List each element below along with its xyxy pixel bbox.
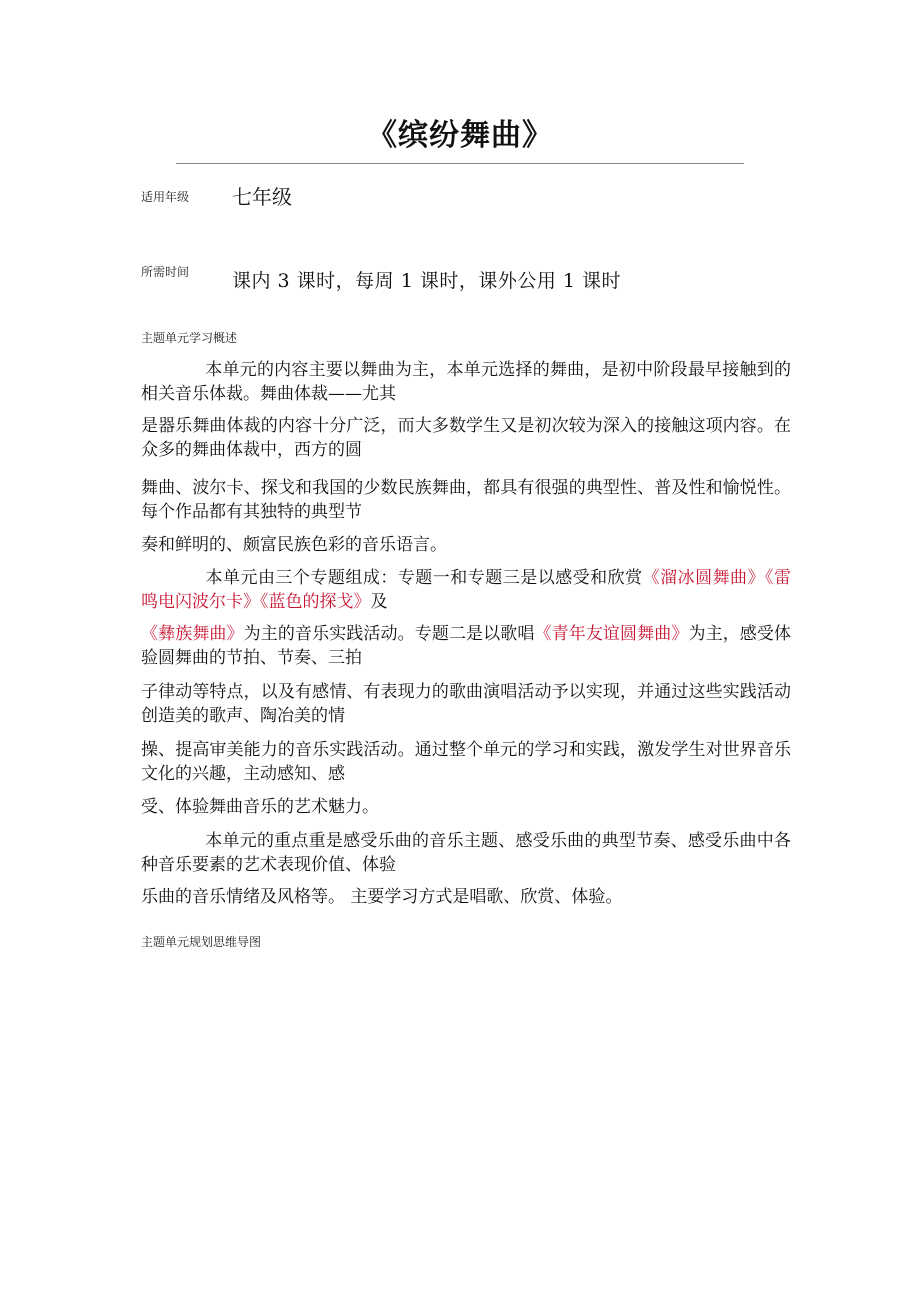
overview-paragraph-2b bbox=[141, 622, 791, 670]
overview-text: 为主，感受体验圆舞曲的节拍、节奏、三拍 bbox=[141, 624, 792, 668]
song-title-yi-dance: 《彝族舞曲》 bbox=[141, 624, 244, 644]
grade-label: 适用年级 bbox=[141, 190, 190, 204]
overview-text: 本单元的重点重是感受乐曲的音乐主题、感受乐曲的典型节奏、感受乐曲中各种音乐要素的艺术表现价值、体验 bbox=[141, 831, 791, 875]
overview-paragraph-2e: 受、体验舞曲音乐的艺术魅力。 bbox=[141, 797, 379, 817]
overview-paragraph-1b: 是器乐舞曲体裁的内容十分广泛，而大多数学生又是初次较为深入的接触这项内容。在众多的舞曲体裁中，西方的圆 bbox=[141, 416, 791, 460]
song-title-blue-tango: 《蓝色的探戈》 bbox=[260, 592, 371, 612]
song-title-youth-friendship-waltz: 《青年友谊圆舞曲》 bbox=[534, 624, 689, 644]
mindmap-heading: 主题单元规划思维导图 bbox=[141, 935, 262, 949]
overview-paragraph-1d: 奏和鲜明的、颇富民族色彩的音乐语言。 bbox=[141, 535, 447, 555]
song-title-thunder-lightning-polka: 《雷鸣电闪波尔卡》 bbox=[141, 568, 792, 612]
time-value: 课内 3 课时，每周 1 课时，课外公用 1 课时 bbox=[232, 270, 622, 292]
grade-value: 七年级 bbox=[232, 185, 292, 209]
overview-paragraph-2d: 操、提高审美能力的音乐实践活动。通过整个单元的学习和实践，激发学生对世界音乐文化的兴趣，主动感知、感 bbox=[141, 740, 791, 784]
overview-paragraph-3a bbox=[141, 829, 791, 877]
overview-paragraph-1c: 舞曲、波尔卡、探戈和我国的少数民族舞曲，都具有很强的典型性、普及性和愉悦性。每个作品都有其独特的典型节 bbox=[141, 478, 791, 522]
overview-paragraph-1a bbox=[141, 358, 791, 406]
overview-text: 及 bbox=[370, 592, 388, 612]
overview-heading: 主题单元学习概述 bbox=[141, 331, 238, 345]
overview-text: 为主的音乐实践活动。专题二是以歌唱 bbox=[243, 624, 535, 644]
song-title-skating-waltz: 《溜冰圆舞曲》 bbox=[642, 568, 766, 588]
document-title: 《缤纷舞曲》 bbox=[367, 118, 553, 153]
overview-text: 本单元的内容主要以舞曲为主，本单元选择的舞曲，是初中阶段最早接触到的相关音乐体裁。舞曲体裁——尤其 bbox=[141, 360, 791, 404]
title-underline bbox=[176, 163, 744, 164]
overview-text: 本单元由三个专题组成：专题一和专题三是以感受和欣赏 bbox=[205, 568, 643, 588]
overview-paragraph-3b: 乐曲的音乐情绪及风格等。 主要学习方式是唱歌、欣赏、体验。 bbox=[141, 887, 623, 907]
overview-paragraph-2c: 子律动等特点，以及有感情、有表现力的歌曲演唱活动予以实现，并通过这些实践活动创造美的歌声、陶冶美的情 bbox=[141, 682, 791, 726]
overview-paragraph-2a bbox=[141, 566, 791, 614]
time-label: 所需时间 bbox=[141, 265, 190, 279]
